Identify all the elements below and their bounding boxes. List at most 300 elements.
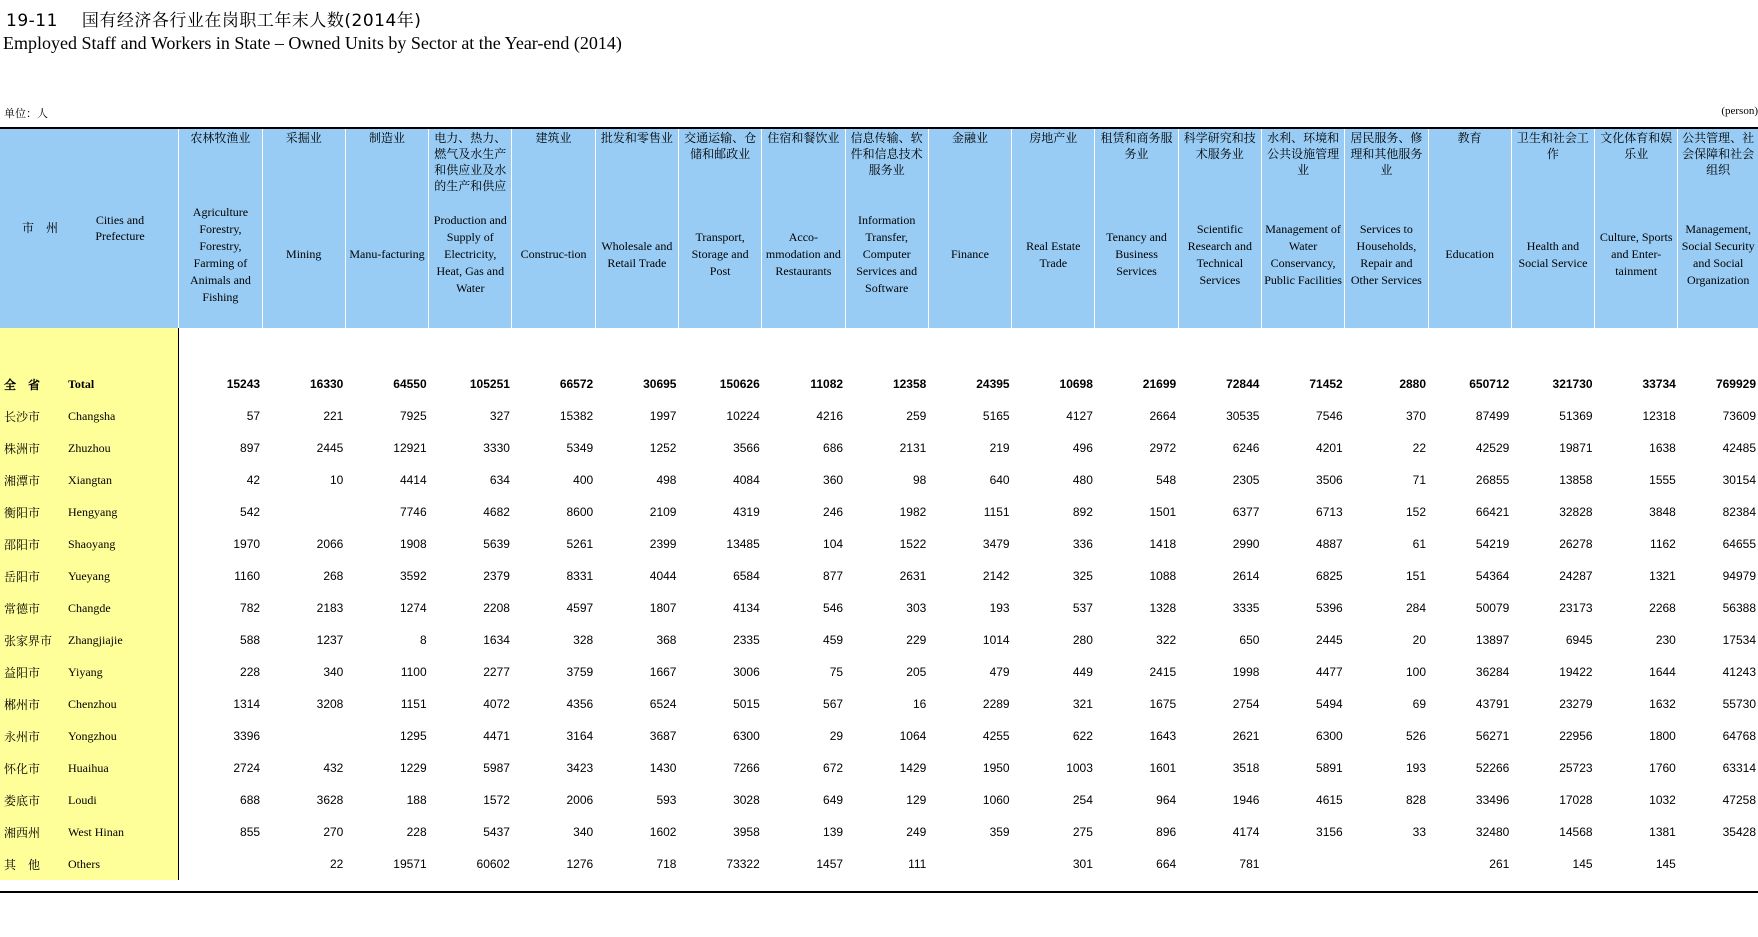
- table-cell: 1643: [1149, 729, 1177, 743]
- table-cell: 15243: [226, 377, 261, 391]
- table-row: [0, 400, 1758, 432]
- table-cell: 261: [1489, 857, 1510, 871]
- column-header: [595, 127, 678, 328]
- table-cell: 897: [240, 441, 261, 455]
- table-cell: 855: [240, 825, 261, 839]
- table-cell: 75: [829, 665, 844, 679]
- table-cell: 3006: [733, 665, 760, 679]
- table-cell: 4216: [816, 409, 844, 423]
- table-cell: 4072: [483, 697, 510, 711]
- header-row: [0, 127, 1758, 328]
- row-label-cn: 其 他: [4, 857, 41, 872]
- table-cell: 480: [1072, 473, 1093, 487]
- table-cell: 270: [323, 825, 344, 839]
- table-cell: 360: [823, 473, 844, 487]
- table-cell: 2305: [1232, 473, 1260, 487]
- column-header: [1261, 127, 1344, 328]
- table-cell: 6713: [1316, 505, 1343, 519]
- table-cell: 188: [406, 793, 427, 807]
- table-cell: 2664: [1149, 409, 1177, 423]
- table-cell: 6584: [733, 569, 760, 583]
- table-cell: 249: [906, 825, 927, 839]
- table-cell: 1982: [899, 505, 927, 519]
- table-cell: 459: [823, 633, 844, 647]
- table-cell: 325: [1072, 569, 1093, 583]
- column-header: [1511, 127, 1594, 328]
- data-table: [0, 127, 1758, 880]
- spacer-cell: [1428, 328, 1511, 368]
- table-cell: 13858: [1559, 473, 1593, 487]
- table-cell: 622: [1072, 729, 1093, 743]
- table-cell: 22: [330, 857, 344, 871]
- table-cell: 588: [240, 633, 261, 647]
- table-cell: 275: [1072, 825, 1093, 839]
- table-cell: 1667: [649, 665, 677, 679]
- table-title-cn: [6, 6, 421, 31]
- table-cell: 33: [1412, 825, 1427, 839]
- unit-label-cn: 单位：人: [4, 107, 48, 120]
- row-label-cn: 湘潭市: [4, 473, 41, 488]
- row-label-cn: 张家界市: [4, 633, 53, 648]
- column-header-cn: 采掘业: [285, 131, 322, 145]
- table-cell: 567: [823, 697, 844, 711]
- table-cell: 1314: [233, 697, 261, 711]
- table-number: 19-11: [6, 11, 58, 31]
- table-cell: 1572: [483, 793, 510, 807]
- table-cell: 71452: [1309, 377, 1343, 391]
- column-header: [1012, 127, 1095, 328]
- table-cell: [928, 848, 1011, 880]
- row-label-en: Chenzhou: [68, 696, 117, 711]
- table-cell: 10698: [1059, 377, 1093, 391]
- table-cell: 400: [573, 473, 594, 487]
- table-row: [0, 752, 1758, 784]
- table-cell: 2631: [899, 569, 927, 583]
- table-cell: 16: [912, 697, 927, 711]
- table-cell: 1151: [983, 505, 1010, 519]
- table-cell: 22956: [1559, 729, 1593, 743]
- table-cell: 69: [1412, 697, 1427, 711]
- table-cell: 593: [656, 793, 677, 807]
- column-header-en: Health and Social Service: [1518, 238, 1588, 270]
- table-cell: 1429: [899, 761, 927, 775]
- table-cell: 2006: [566, 793, 594, 807]
- column-header-cn: 科学研究和技术服务业: [1183, 131, 1256, 161]
- table-cell: 5349: [566, 441, 594, 455]
- table-cell: 6825: [1316, 569, 1343, 583]
- table-cell: 129: [906, 793, 927, 807]
- table-cell: 449: [1072, 665, 1093, 679]
- table-cell: 193: [989, 601, 1010, 615]
- table-cell: 221: [323, 409, 344, 423]
- table-cell: [179, 848, 262, 880]
- table-cell: 152: [1405, 505, 1427, 519]
- table-cell: 2183: [316, 601, 344, 615]
- table-cell: 1601: [1149, 761, 1177, 775]
- table-cell: 2208: [483, 601, 510, 615]
- table-cell: 30695: [643, 377, 677, 391]
- table-cell: 51369: [1559, 409, 1593, 423]
- table-cell: 205: [906, 665, 927, 679]
- table-cell: 4615: [1316, 793, 1343, 807]
- table-cell: 6300: [733, 729, 760, 743]
- table-cell: 546: [823, 601, 844, 615]
- table-cell: 1328: [1149, 601, 1177, 615]
- table-cell: 254: [1072, 793, 1093, 807]
- table-cell: 4887: [1316, 537, 1343, 551]
- column-header-en: Transport, Storage and Post: [691, 230, 749, 278]
- row-label: [0, 656, 179, 688]
- column-header-cn: 电力、热力、燃气及水生产和供应业及水的生产和供应: [434, 131, 507, 193]
- row-label: [0, 368, 179, 400]
- table-cell: 230: [1655, 633, 1676, 647]
- table-cell: 877: [823, 569, 844, 583]
- table-cell: 105251: [469, 377, 510, 391]
- table-cell: 3156: [1316, 825, 1343, 839]
- table-cell: 66421: [1475, 505, 1510, 519]
- row-label-cn: 益阳市: [4, 665, 41, 680]
- row-label-en: Shaoyang: [68, 536, 116, 551]
- column-header-en: Manu-facturing: [349, 247, 425, 261]
- row-label-cn: 怀化市: [4, 761, 41, 776]
- table-cell: 12921: [393, 441, 427, 455]
- table-cell: 2724: [233, 761, 261, 775]
- column-header-cn: 水利、环境和公共设施管理业: [1267, 131, 1340, 177]
- column-header: [678, 127, 761, 328]
- table-cell: 3848: [1649, 505, 1676, 519]
- table-cell: 145: [1572, 857, 1593, 871]
- row-label-en: Zhuzhou: [68, 440, 111, 455]
- spacer-cell: [429, 328, 512, 368]
- table-cell: 321: [1072, 697, 1093, 711]
- column-header-en: Finance: [950, 247, 989, 261]
- table-cell: 12318: [1642, 409, 1676, 423]
- table-cell: 10224: [726, 409, 760, 423]
- table-cell: 4174: [1232, 825, 1260, 839]
- table-cell: 3518: [1232, 761, 1260, 775]
- table-cell: 72844: [1226, 377, 1260, 391]
- column-header-en: Services to Households, Repair and Other Services: [1350, 221, 1422, 287]
- table-cell: 219: [989, 441, 1010, 455]
- table-cell: 368: [656, 633, 677, 647]
- row-label-cn: 娄底市: [4, 793, 41, 808]
- table-row: [0, 656, 1758, 688]
- table-cell: 1760: [1649, 761, 1676, 775]
- row-label-en: Loudi: [68, 792, 97, 807]
- table-cell: 268: [323, 569, 344, 583]
- table-cell: 686: [823, 441, 844, 455]
- table-cell: 1151: [400, 697, 427, 711]
- table-cell: 1970: [233, 537, 261, 551]
- table-cell: 1807: [649, 601, 677, 615]
- table-cell: 1457: [816, 857, 844, 871]
- table-cell: 327: [489, 409, 510, 423]
- table-row: [0, 496, 1758, 528]
- table-cell: 1555: [1649, 473, 1676, 487]
- table-cell: 3566: [733, 441, 760, 455]
- column-header: [762, 127, 845, 328]
- table-cell: 1088: [1149, 569, 1177, 583]
- table-cell: 3592: [399, 569, 427, 583]
- table-cell: 479: [989, 665, 1010, 679]
- row-label-cn: 长沙市: [4, 409, 41, 424]
- table-cell: 1321: [1649, 569, 1676, 583]
- table-cell: 1675: [1149, 697, 1177, 711]
- spacer-cell: [678, 328, 761, 368]
- column-header-cn: 房地产业: [1029, 131, 1078, 145]
- spacer-cell: [928, 328, 1011, 368]
- table-cell: 303: [906, 601, 927, 615]
- column-header-en: Wholesale and Retail Trade: [601, 238, 673, 270]
- table-cell: 64655: [1722, 537, 1756, 551]
- table-cell: 30154: [1722, 473, 1756, 487]
- table-cell: 1634: [483, 633, 510, 647]
- row-label-en: Total: [68, 376, 95, 391]
- table-cell: 4477: [1316, 665, 1343, 679]
- table-cell: 322: [1156, 633, 1177, 647]
- table-cell: 892: [1072, 505, 1093, 519]
- table-cell: 26278: [1559, 537, 1593, 551]
- row-label-en: Changsha: [68, 408, 116, 423]
- column-header-en: Mining: [286, 247, 322, 261]
- spacer-cell: [1511, 328, 1594, 368]
- table-cell: 64768: [1722, 729, 1756, 743]
- table-cell: 7266: [733, 761, 760, 775]
- table-cell: 548: [1156, 473, 1177, 487]
- table-cell: 4201: [1316, 441, 1343, 455]
- column-header-en: Management of Water Conservancy, Public Facilities: [1264, 221, 1342, 287]
- table-cell: 228: [406, 825, 427, 839]
- table-cell: 73609: [1722, 409, 1756, 423]
- table-cell: 537: [1072, 601, 1093, 615]
- table-cell: 193: [1405, 761, 1427, 775]
- row-label-en: Hengyang: [68, 504, 118, 519]
- table-cell: 542: [240, 505, 261, 519]
- table-cell: 145: [1655, 857, 1676, 871]
- table-row: [0, 688, 1758, 720]
- column-header-en: Culture, Sports and Enter-tainment: [1599, 230, 1673, 278]
- column-header: [262, 127, 345, 328]
- table-cell: 42529: [1475, 441, 1510, 455]
- table-cell: 432: [323, 761, 344, 775]
- table-cell: 104: [823, 537, 844, 551]
- table-cell: 8331: [566, 569, 594, 583]
- table-cell: 1229: [399, 761, 427, 775]
- column-header-en: Management, Social Security and Social Organization: [1681, 221, 1755, 287]
- table-cell: 4682: [483, 505, 510, 519]
- table-cell: 41243: [1722, 665, 1756, 679]
- column-header-cn: 教育: [1457, 131, 1482, 145]
- column-header-cn: 建筑业: [535, 131, 572, 145]
- table-cell: 71: [1412, 473, 1427, 487]
- table-cell: 1800: [1649, 729, 1676, 743]
- table-cell: 30535: [1226, 409, 1260, 423]
- column-header: [429, 127, 512, 328]
- table-cell: 1950: [982, 761, 1010, 775]
- table-cell: 246: [823, 505, 844, 519]
- table-cell: 7925: [399, 409, 427, 423]
- table-cell: 5165: [982, 409, 1010, 423]
- table-cell: 370: [1405, 409, 1427, 423]
- row-label-cn: 岳阳市: [4, 569, 41, 584]
- row-label: [0, 400, 179, 432]
- column-header-cn: 住宿和餐饮业: [767, 131, 840, 145]
- table-cell: 17028: [1559, 793, 1593, 807]
- spacer-cell: [595, 328, 678, 368]
- table-cell: 54219: [1475, 537, 1510, 551]
- table-cell: 1632: [1649, 697, 1676, 711]
- table-cell: 498: [656, 473, 677, 487]
- table-cell: 12358: [892, 377, 927, 391]
- spacer-cell: [0, 328, 179, 368]
- column-header: [1595, 127, 1678, 328]
- column-header-cn: 租赁和商务服务业: [1100, 131, 1173, 161]
- table-cell: 4084: [733, 473, 760, 487]
- table-row: [0, 432, 1758, 464]
- table-cell: 33734: [1642, 377, 1676, 391]
- table-cell: 35428: [1722, 825, 1756, 839]
- row-label-cn: 永州市: [4, 729, 41, 744]
- spacer-cell: [1595, 328, 1678, 368]
- table-cell: 3628: [316, 793, 344, 807]
- table-cell: 16330: [309, 377, 344, 391]
- table-cell: 4356: [566, 697, 594, 711]
- column-header-en: Acco-mmodation and Restaurants: [765, 230, 841, 278]
- table-cell: 7546: [1316, 409, 1343, 423]
- column-header-cn: 卫生和社会工作: [1516, 131, 1589, 161]
- row-label-en: West Hinan: [68, 824, 125, 839]
- table-cell: 3687: [649, 729, 677, 743]
- table-cell: 1946: [1232, 793, 1260, 807]
- table-cell: 25723: [1559, 761, 1593, 775]
- table-cell: 20: [1412, 633, 1427, 647]
- table-cell: [1678, 848, 1758, 880]
- table-cell: 42485: [1722, 441, 1756, 455]
- table-cell: 1162: [1650, 537, 1676, 551]
- table-cell: 24395: [976, 377, 1010, 391]
- row-label-cn: 常德市: [4, 601, 41, 616]
- table-cell: 47258: [1722, 793, 1756, 807]
- spacer-cell: [1012, 328, 1095, 368]
- row-label-cn: 邵阳市: [4, 537, 41, 552]
- table-cell: 4044: [649, 569, 677, 583]
- table-cell: 29: [829, 729, 844, 743]
- table-cell: 228: [240, 665, 261, 679]
- table-cell: 649: [823, 793, 844, 807]
- table-cell: 32480: [1475, 825, 1510, 839]
- table-cell: 64550: [393, 377, 427, 391]
- table-cell: 54364: [1475, 569, 1510, 583]
- table-cell: 3396: [233, 729, 261, 743]
- table-cell: 781: [1239, 857, 1260, 871]
- table-cell: 2415: [1149, 665, 1177, 679]
- table-cell: 359: [989, 825, 1010, 839]
- table-cell: 3423: [566, 761, 594, 775]
- table-cell: 688: [240, 793, 261, 807]
- row-label: [0, 816, 179, 848]
- table-cell: 2399: [649, 537, 677, 551]
- table-cell: 782: [240, 601, 261, 615]
- table-cell: 14568: [1559, 825, 1593, 839]
- table-cell: 7746: [399, 505, 427, 519]
- table-cell: 32828: [1559, 505, 1593, 519]
- row-label-cn: 郴州市: [4, 697, 41, 712]
- table-cell: 1522: [899, 537, 927, 551]
- table-cell: 33496: [1475, 793, 1510, 807]
- row-label: [0, 624, 179, 656]
- table-cell: 10: [330, 473, 344, 487]
- spacer-cell: [1678, 328, 1758, 368]
- column-header-en: Real Estate Trade: [1026, 238, 1081, 270]
- table-cell: 6945: [1565, 633, 1593, 647]
- table-cell: [262, 496, 345, 528]
- table-cell: 43791: [1475, 697, 1510, 711]
- table-cell: 11082: [810, 377, 844, 391]
- table-cell: 3330: [483, 441, 510, 455]
- table-cell: 66572: [559, 377, 594, 391]
- table-cell: 3335: [1232, 601, 1260, 615]
- table-cell: 5987: [483, 761, 510, 775]
- spacer-cell: [1345, 328, 1428, 368]
- table-cell: 4134: [733, 601, 760, 615]
- table-cell: 56388: [1722, 601, 1756, 615]
- spacer-row: [0, 328, 1758, 368]
- table-cell: 5396: [1316, 601, 1343, 615]
- row-label-en: Yueyang: [68, 568, 110, 583]
- table-cell: 1644: [1649, 665, 1676, 679]
- table-cell: 57: [246, 409, 261, 423]
- column-header: [1178, 127, 1261, 328]
- table-cell: 1997: [649, 409, 677, 423]
- table-cell: 100: [1405, 665, 1427, 679]
- table-cell: 896: [1156, 825, 1177, 839]
- table-cell: 2335: [733, 633, 760, 647]
- table-cell: 98: [912, 473, 927, 487]
- table-cell: 640: [989, 473, 1010, 487]
- table-cell: 3958: [733, 825, 760, 839]
- table-cell: 664: [1156, 857, 1177, 871]
- row-label: [0, 464, 179, 496]
- table-row: [0, 592, 1758, 624]
- table-cell: 4319: [733, 505, 760, 519]
- column-header-en: Education: [1445, 247, 1494, 261]
- stub-header-en: Cities and Prefecture: [95, 212, 145, 243]
- table-cell: 1276: [566, 857, 594, 871]
- row-label: [0, 784, 179, 816]
- column-header: [928, 127, 1011, 328]
- table-cell: 4471: [483, 729, 510, 743]
- spacer-cell: [262, 328, 345, 368]
- column-header-en: Agriculture Forestry, Forestry, Farming of Animals and Fishing: [189, 204, 251, 304]
- column-header-en: Construc-tion: [520, 247, 587, 261]
- column-header-en: Tenancy and Business Services: [1106, 230, 1167, 278]
- table-cell: 1430: [649, 761, 677, 775]
- spacer-cell: [1261, 328, 1344, 368]
- spacer-cell: [762, 328, 845, 368]
- table-cell: 259: [906, 409, 927, 423]
- table-cell: 2109: [649, 505, 677, 519]
- table-cell: 6377: [1232, 505, 1260, 519]
- table-cell: 672: [823, 761, 844, 775]
- table-cell: 2066: [316, 537, 344, 551]
- table-cell: 17534: [1722, 633, 1756, 647]
- table-cell: 5261: [566, 537, 594, 551]
- table-cell: 1100: [400, 665, 427, 679]
- spacer-cell: [345, 328, 428, 368]
- table-row: [0, 624, 1758, 656]
- table-title-en: Employed Staff and Workers in State – Owned Units by Sector at the Year-end (2014): [3, 33, 622, 53]
- table-cell: 229: [906, 633, 927, 647]
